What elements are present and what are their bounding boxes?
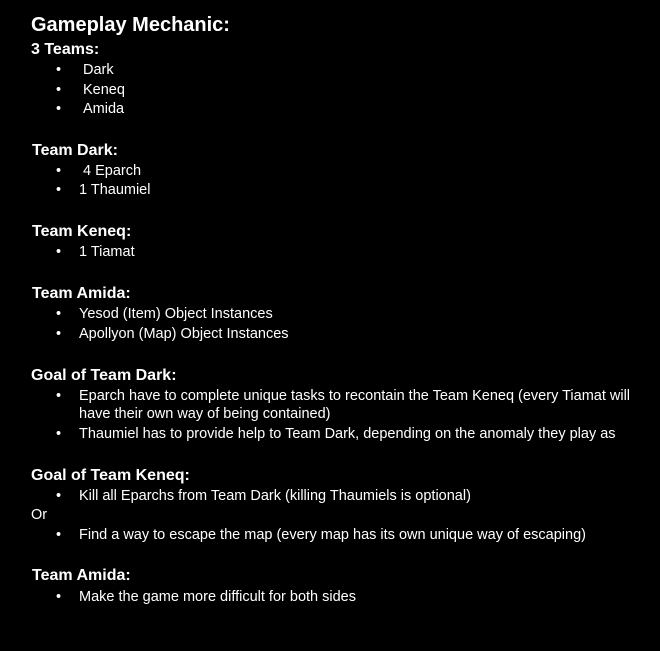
bullet: • xyxy=(56,426,62,442)
list-item-continuation: have their own way of being contained) xyxy=(79,406,331,422)
list-item: 1 Thaumiel xyxy=(79,182,151,198)
goal-keneq-heading: Goal of Team Keneq: xyxy=(31,467,190,484)
team-amida-heading: Team Amida: xyxy=(32,285,131,302)
list-item: Amida xyxy=(83,101,125,117)
team-keneq-heading: Team Keneq: xyxy=(32,223,132,240)
bullet: • xyxy=(56,82,62,98)
or-text: Or xyxy=(31,507,48,523)
list-item: 1 Tiamat xyxy=(79,244,135,260)
list-item: Keneq xyxy=(83,82,125,98)
bullet: • xyxy=(56,326,62,342)
list-item: Yesod (Item) Object Instances xyxy=(79,306,273,322)
list-item: Dark xyxy=(83,62,114,78)
team-dark-heading: Team Dark: xyxy=(32,142,118,159)
list-item: Thaumiel has to provide help to Team Dark, depending on the anomaly they play as xyxy=(79,426,616,442)
page-title: Gameplay Mechanic: xyxy=(31,14,230,36)
bullet: • xyxy=(56,101,62,117)
list-item: Eparch have to complete unique tasks to recontain the Team Keneq (every Tiamat will xyxy=(79,388,631,404)
goal-dark-heading: Goal of Team Dark: xyxy=(31,367,177,384)
team-amida-goal-heading: Team Amida: xyxy=(32,567,131,584)
bullet: • xyxy=(56,163,62,179)
list-item: Apollyon (Map) Object Instances xyxy=(79,326,289,342)
list-item: 4 Eparch xyxy=(83,163,142,179)
bullet: • xyxy=(56,62,62,78)
list-item: Find a way to escape the map (every map has its own unique way of escaping) xyxy=(79,527,586,543)
list-item: Kill all Eparchs from Team Dark (killing Thaumiels is optional) xyxy=(79,488,471,504)
bullet: • xyxy=(56,244,62,260)
bullet: • xyxy=(56,589,62,605)
bullet: • xyxy=(56,527,62,543)
bullet: • xyxy=(56,488,62,504)
list-item: Make the game more difficult for both sides xyxy=(79,589,356,605)
bullet: • xyxy=(56,306,62,322)
teams-heading: 3 Teams: xyxy=(31,41,100,58)
bullet: • xyxy=(56,182,62,198)
bullet: • xyxy=(56,388,62,404)
